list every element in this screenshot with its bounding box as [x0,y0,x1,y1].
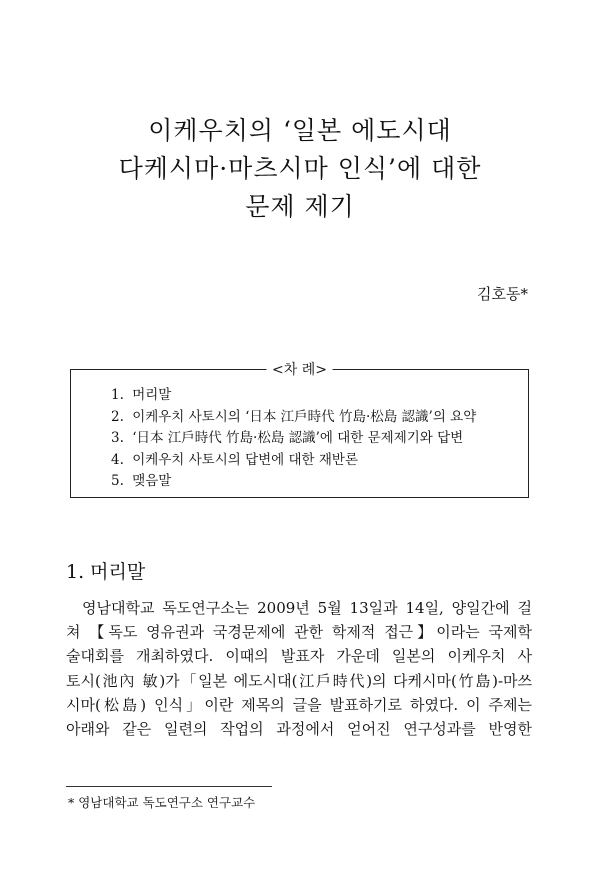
toc-item-text: 맺음말 [132,473,172,489]
body-line: 쳐 【독도 영유권과 국경문제에 관한 학제적 접근】이라는 국제학 [66,623,532,642]
toc-item-number: 4. [111,451,124,468]
table-of-contents [70,362,529,498]
body-line: 영남대학교 독도연구소는 2009년 5월 13일과 14일, 양일간에 걸 [82,599,532,617]
section-body [66,596,532,741]
toc-item-number: 2. [111,408,124,425]
toc-item [111,450,476,472]
body-line: 아래와 같은 일련의 작업의 과정에서 얻어진 연구성과를 반영한 [66,720,532,739]
toc-item [111,428,476,450]
toc-item-text: 이케우치 사토시의 ‘日本 江戶時代 竹島·松島 認識’의 요약 [132,408,477,425]
title-line-1: 이케우치의 ‘일본 에도시대 [148,116,452,145]
title-line-2: 다케시마·마츠시마 인식’에 대한 [118,154,482,183]
body-line: 시마(松島) 인식」이란 제목의 글을 발표하기로 하였다. 이 주제는 [66,695,532,714]
footnote-divider [66,786,272,787]
toc-item [111,385,476,407]
toc-heading: <차 례> [266,361,333,379]
footnote: * 영남대학교 독도연구소 연구교수 [68,795,256,810]
toc-item-number: 3. [111,430,124,446]
toc-list [111,385,476,493]
paper-title [0,112,600,226]
author-name: 김호동* [477,285,528,303]
toc-item-text: 이케우치 사토시의 답변에 대한 재반론 [132,451,359,468]
body-line: 토시(池內 敏)가「일본 에도시대(江戶時代)의 다케시마(竹島)-마쓰 [66,671,532,690]
toc-item [111,407,476,429]
body-line: 술대회를 개최하였다. 이때의 발표자 가운데 일본의 이케우치 사 [66,647,532,666]
toc-item-text: 머리말 [132,387,172,403]
toc-item [111,471,476,493]
section-heading: 1. 머리말 [66,561,146,583]
toc-item-number: 5. [111,473,124,489]
toc-item-number: 1. [111,387,124,403]
toc-item-text: ‘日本 江戶時代 竹島·松島 認識’에 대한 문제제기와 답변 [132,430,464,446]
title-line-3: 문제 제기 [245,192,355,221]
